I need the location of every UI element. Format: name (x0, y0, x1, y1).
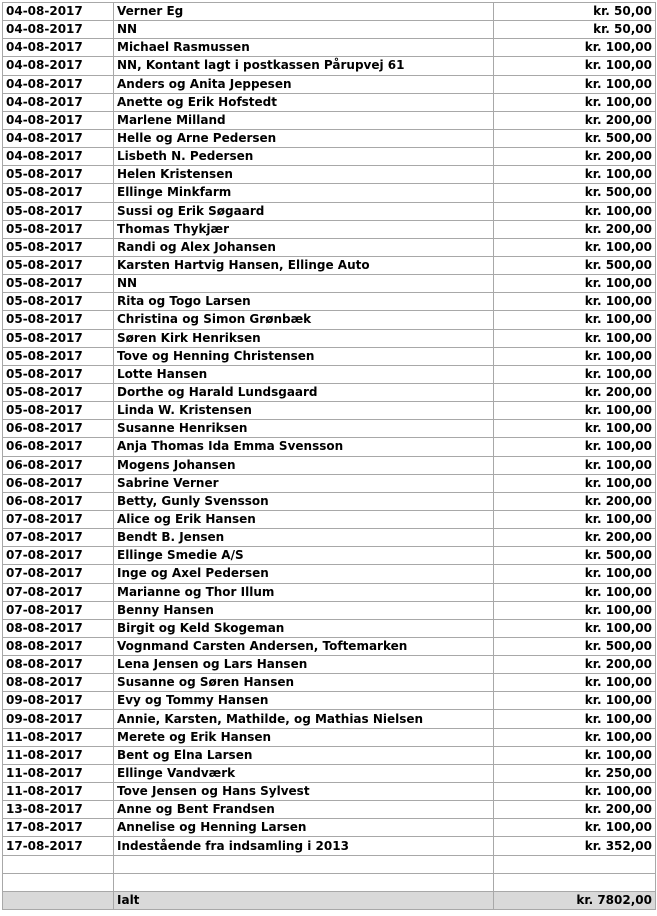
table-row (3, 347, 656, 365)
amount-cell: kr. 100,00 (494, 311, 656, 329)
date-cell: 05-08-2017 (3, 238, 114, 256)
table-row (3, 692, 656, 710)
amount-cell: kr. 100,00 (494, 674, 656, 692)
name-cell: Birgit og Keld Skogeman (114, 619, 494, 637)
name-cell: Ellinge Vandværk (114, 764, 494, 782)
table-row (3, 728, 656, 746)
donations-table-body (3, 3, 656, 892)
name-cell: Christina og Simon Grønbæk (114, 311, 494, 329)
amount-cell: kr. 250,00 (494, 764, 656, 782)
date-cell: 08-08-2017 (3, 637, 114, 655)
name-cell: Lotte Hansen (114, 365, 494, 383)
date-cell: 05-08-2017 (3, 347, 114, 365)
date-cell: 08-08-2017 (3, 619, 114, 637)
name-cell: Anne og Bent Frandsen (114, 801, 494, 819)
date-cell: 09-08-2017 (3, 710, 114, 728)
amount-cell: kr. 100,00 (494, 583, 656, 601)
date-cell: 05-08-2017 (3, 220, 114, 238)
table-row (3, 39, 656, 57)
amount-cell: kr. 500,00 (494, 129, 656, 147)
total-date-cell (3, 891, 114, 909)
table-row (3, 565, 656, 583)
amount-cell (494, 855, 656, 873)
name-cell: Bent og Elna Larsen (114, 746, 494, 764)
name-cell: Karsten Hartvig Hansen, Ellinge Auto (114, 256, 494, 274)
name-cell: Alice og Erik Hansen (114, 510, 494, 528)
amount-cell: kr. 200,00 (494, 656, 656, 674)
amount-cell: kr. 100,00 (494, 293, 656, 311)
date-cell: 04-08-2017 (3, 111, 114, 129)
amount-cell: kr. 100,00 (494, 329, 656, 347)
amount-cell: kr. 100,00 (494, 39, 656, 57)
name-cell: NN, Kontant lagt i postkassen Pårupvej 61 (114, 57, 494, 75)
amount-cell: kr. 100,00 (494, 474, 656, 492)
name-cell: Inge og Axel Pedersen (114, 565, 494, 583)
table-row (3, 238, 656, 256)
name-cell: Tove Jensen og Hans Sylvest (114, 783, 494, 801)
amount-cell: kr. 50,00 (494, 21, 656, 39)
table-row (3, 21, 656, 39)
table-row (3, 438, 656, 456)
name-cell: Thomas Thykjær (114, 220, 494, 238)
date-cell: 05-08-2017 (3, 202, 114, 220)
date-cell: 04-08-2017 (3, 75, 114, 93)
amount-cell: kr. 100,00 (494, 783, 656, 801)
date-cell: 11-08-2017 (3, 764, 114, 782)
date-cell: 07-08-2017 (3, 529, 114, 547)
amount-cell: kr. 100,00 (494, 402, 656, 420)
table-row (3, 148, 656, 166)
table-row (3, 383, 656, 401)
table-row (3, 129, 656, 147)
table-row (3, 529, 656, 547)
name-cell: Ellinge Smedie A/S (114, 547, 494, 565)
amount-cell: kr. 100,00 (494, 238, 656, 256)
date-cell: 06-08-2017 (3, 420, 114, 438)
date-cell: 07-08-2017 (3, 547, 114, 565)
table-row (3, 801, 656, 819)
table-row (3, 510, 656, 528)
table-row (3, 656, 656, 674)
name-cell: Søren Kirk Henriksen (114, 329, 494, 347)
total-label: Ialt (114, 891, 494, 909)
name-cell: Tove og Henning Christensen (114, 347, 494, 365)
name-cell: Helle og Arne Pedersen (114, 129, 494, 147)
date-cell: 06-08-2017 (3, 492, 114, 510)
table-row (3, 293, 656, 311)
date-cell: 07-08-2017 (3, 583, 114, 601)
table-row (3, 873, 656, 891)
amount-cell: kr. 100,00 (494, 692, 656, 710)
date-cell: 07-08-2017 (3, 565, 114, 583)
total-amount: kr. 7802,00 (494, 891, 656, 909)
date-cell: 07-08-2017 (3, 510, 114, 528)
name-cell: Marianne og Thor Illum (114, 583, 494, 601)
name-cell: Mogens Johansen (114, 456, 494, 474)
date-cell: 11-08-2017 (3, 783, 114, 801)
date-cell: 05-08-2017 (3, 383, 114, 401)
name-cell: Evy og Tommy Hansen (114, 692, 494, 710)
date-cell: 13-08-2017 (3, 801, 114, 819)
table-row (3, 819, 656, 837)
name-cell: Indestående fra indsamling i 2013 (114, 837, 494, 855)
table-row (3, 619, 656, 637)
name-cell: Randi og Alex Johansen (114, 238, 494, 256)
amount-cell: kr. 100,00 (494, 365, 656, 383)
amount-cell: kr. 352,00 (494, 837, 656, 855)
name-cell: Dorthe og Harald Lundsgaard (114, 383, 494, 401)
amount-cell (494, 873, 656, 891)
table-row (3, 601, 656, 619)
amount-cell: kr. 200,00 (494, 220, 656, 238)
name-cell: Merete og Erik Hansen (114, 728, 494, 746)
date-cell (3, 873, 114, 891)
table-row (3, 474, 656, 492)
date-cell: 05-08-2017 (3, 365, 114, 383)
table-row (3, 256, 656, 274)
table-row (3, 583, 656, 601)
table-row (3, 75, 656, 93)
table-row (3, 57, 656, 75)
table-row (3, 837, 656, 855)
date-cell: 05-08-2017 (3, 329, 114, 347)
amount-cell: kr. 500,00 (494, 547, 656, 565)
amount-cell: kr. 100,00 (494, 619, 656, 637)
table-row (3, 674, 656, 692)
amount-cell: kr. 100,00 (494, 75, 656, 93)
table-row (3, 637, 656, 655)
table-row (3, 3, 656, 21)
table-row (3, 220, 656, 238)
table-row (3, 311, 656, 329)
table-row (3, 365, 656, 383)
table-row (3, 420, 656, 438)
amount-cell: kr. 100,00 (494, 819, 656, 837)
amount-cell: kr. 200,00 (494, 111, 656, 129)
amount-cell: kr. 100,00 (494, 710, 656, 728)
name-cell (114, 873, 494, 891)
name-cell: Anders og Anita Jeppesen (114, 75, 494, 93)
name-cell: Annie, Karsten, Mathilde, og Mathias Nielsen (114, 710, 494, 728)
name-cell: Bendt B. Jensen (114, 529, 494, 547)
date-cell: 04-08-2017 (3, 57, 114, 75)
table-row (3, 202, 656, 220)
name-cell: Annelise og Henning Larsen (114, 819, 494, 837)
amount-cell: kr. 100,00 (494, 746, 656, 764)
donations-table (2, 2, 656, 910)
amount-cell: kr. 100,00 (494, 510, 656, 528)
name-cell: NN (114, 275, 494, 293)
table-row (3, 783, 656, 801)
name-cell: Verner Eg (114, 3, 494, 21)
amount-cell: kr. 100,00 (494, 456, 656, 474)
amount-cell: kr. 200,00 (494, 801, 656, 819)
amount-cell: kr. 500,00 (494, 184, 656, 202)
date-cell: 04-08-2017 (3, 148, 114, 166)
date-cell (3, 855, 114, 873)
date-cell: 04-08-2017 (3, 93, 114, 111)
amount-cell: kr. 200,00 (494, 383, 656, 401)
date-cell: 17-08-2017 (3, 837, 114, 855)
amount-cell: kr. 100,00 (494, 57, 656, 75)
name-cell: Benny Hansen (114, 601, 494, 619)
table-row (3, 710, 656, 728)
name-cell: Sussi og Erik Søgaard (114, 202, 494, 220)
date-cell: 08-08-2017 (3, 656, 114, 674)
table-row (3, 275, 656, 293)
amount-cell: kr. 100,00 (494, 93, 656, 111)
amount-cell: kr. 50,00 (494, 3, 656, 21)
date-cell: 11-08-2017 (3, 728, 114, 746)
table-row (3, 746, 656, 764)
name-cell: Anette og Erik Hofstedt (114, 93, 494, 111)
name-cell: Susanne og Søren Hansen (114, 674, 494, 692)
date-cell: 06-08-2017 (3, 438, 114, 456)
amount-cell: kr. 200,00 (494, 148, 656, 166)
table-row (3, 184, 656, 202)
date-cell: 04-08-2017 (3, 39, 114, 57)
date-cell: 07-08-2017 (3, 601, 114, 619)
table-row (3, 402, 656, 420)
amount-cell: kr. 200,00 (494, 492, 656, 510)
amount-cell: kr. 100,00 (494, 728, 656, 746)
table-row (3, 111, 656, 129)
table-row (3, 547, 656, 565)
total-row (3, 891, 656, 909)
amount-cell: kr. 100,00 (494, 438, 656, 456)
date-cell: 06-08-2017 (3, 474, 114, 492)
name-cell: Ellinge Minkfarm (114, 184, 494, 202)
amount-cell: kr. 100,00 (494, 347, 656, 365)
table-row (3, 764, 656, 782)
date-cell: 08-08-2017 (3, 674, 114, 692)
amount-cell: kr. 100,00 (494, 420, 656, 438)
amount-cell: kr. 200,00 (494, 529, 656, 547)
table-row (3, 93, 656, 111)
table-row (3, 329, 656, 347)
amount-cell: kr. 100,00 (494, 565, 656, 583)
name-cell: Betty, Gunly Svensson (114, 492, 494, 510)
name-cell: Helen Kristensen (114, 166, 494, 184)
amount-cell: kr. 100,00 (494, 275, 656, 293)
date-cell: 05-08-2017 (3, 293, 114, 311)
date-cell: 05-08-2017 (3, 275, 114, 293)
name-cell: Marlene Milland (114, 111, 494, 129)
date-cell: 11-08-2017 (3, 746, 114, 764)
name-cell (114, 855, 494, 873)
date-cell: 04-08-2017 (3, 21, 114, 39)
date-cell: 04-08-2017 (3, 129, 114, 147)
name-cell: Sabrine Verner (114, 474, 494, 492)
table-row (3, 166, 656, 184)
name-cell: Michael Rasmussen (114, 39, 494, 57)
amount-cell: kr. 500,00 (494, 637, 656, 655)
date-cell: 17-08-2017 (3, 819, 114, 837)
amount-cell: kr. 100,00 (494, 601, 656, 619)
date-cell: 05-08-2017 (3, 166, 114, 184)
name-cell: Rita og Togo Larsen (114, 293, 494, 311)
name-cell: NN (114, 21, 494, 39)
amount-cell: kr. 500,00 (494, 256, 656, 274)
amount-cell: kr. 100,00 (494, 202, 656, 220)
date-cell: 05-08-2017 (3, 311, 114, 329)
table-row (3, 456, 656, 474)
table-row (3, 855, 656, 873)
date-cell: 05-08-2017 (3, 184, 114, 202)
name-cell: Anja Thomas Ida Emma Svensson (114, 438, 494, 456)
date-cell: 05-08-2017 (3, 256, 114, 274)
date-cell: 09-08-2017 (3, 692, 114, 710)
name-cell: Susanne Henriksen (114, 420, 494, 438)
name-cell: Lisbeth N. Pedersen (114, 148, 494, 166)
name-cell: Vognmand Carsten Andersen, Toftemarken (114, 637, 494, 655)
date-cell: 04-08-2017 (3, 3, 114, 21)
table-row (3, 492, 656, 510)
name-cell: Linda W. Kristensen (114, 402, 494, 420)
amount-cell: kr. 100,00 (494, 166, 656, 184)
name-cell: Lena Jensen og Lars Hansen (114, 656, 494, 674)
date-cell: 06-08-2017 (3, 456, 114, 474)
date-cell: 05-08-2017 (3, 402, 114, 420)
